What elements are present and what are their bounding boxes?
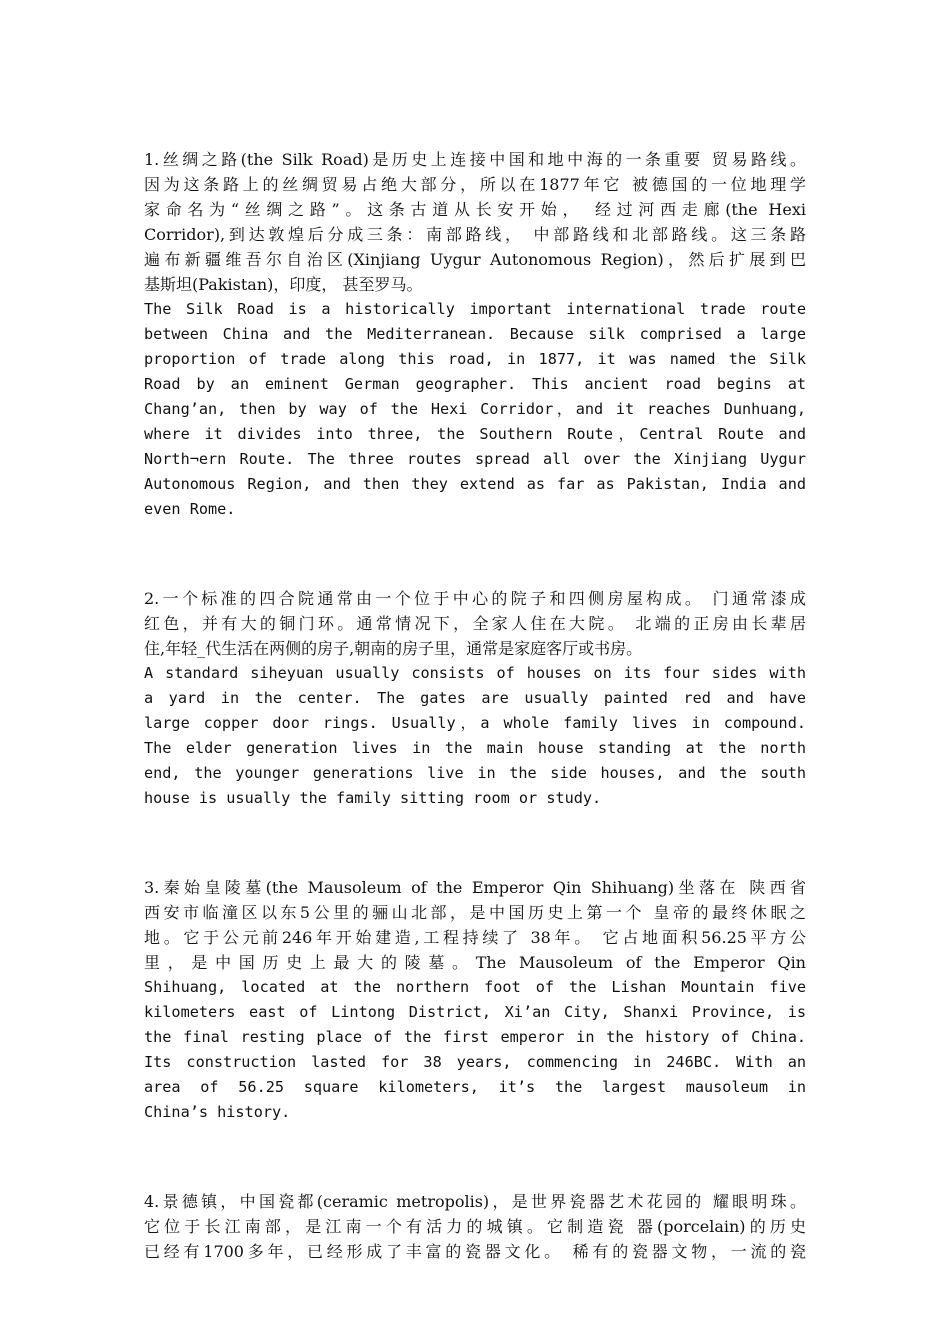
text-line: where it divides into three, the Southern Route，Central Route and: [144, 425, 806, 443]
text-line: 4.景德镇，中国瓷都(ceramic metropolis)，是世界瓷器艺术花园的 耀眼明珠。: [144, 1192, 806, 1211]
text-line: Chang’an, then by way of the Hexi Corridor，and it reaches Dunhuang,: [144, 400, 806, 418]
text-line: 遍布新疆维吾尔自治区(Xinjiang Uygur Autonomous Region)，然后扩展到巴: [144, 250, 806, 269]
text-line: China’s history.: [144, 1103, 291, 1121]
text-line: 西安市临潼区以东5公里的骊山北部，是中国历史上第一个 皇帝的最终休眠之: [144, 903, 806, 922]
text-line: kilometers east of Lintong District, Xi’an City, Shanxi Province, is: [144, 1003, 806, 1021]
text-line: 3.秦始皇陵墓(the Mausoleum of the Emperor Qin Shihuang)坐落在 陕西省: [144, 878, 806, 897]
english-paragraph: [144, 297, 806, 522]
text-line: proportion of trade along this road, in 1877, it was named the Silk: [144, 350, 806, 368]
text-line: Autonomous Region, and then they extend as far as Pakistan, India and: [144, 475, 806, 493]
section-qin-mausoleum: [144, 875, 806, 1125]
text-line: area of 56.25 square kilometers, it’s the largest mausoleum in: [144, 1078, 806, 1096]
text-line: 红色，并有大的铜门环。通常情况下，全家人住在大院。 北端的正房由长辈居: [144, 614, 806, 633]
chinese-paragraph: [144, 875, 806, 975]
text-line: 家命名为“丝绸之路”。这条古道从长安开始， 经过河西走廊(the Hexi: [144, 200, 806, 219]
section-siheyuan: [144, 586, 806, 811]
text-line: 地。它于公元前246年开始建造,工程持续了 38年。 它占地面积56.25平方公: [144, 928, 806, 947]
text-line: North¬ern Route. The three routes spread all over the Xinjiang Uygur: [144, 450, 806, 468]
section-silk-road: [144, 147, 806, 522]
text-line: Shihuang, located at the northern foot of the Lishan Mountain five: [144, 978, 806, 996]
text-line: A standard siheyuan usually consists of houses on its four sides with: [144, 664, 806, 682]
text-line: house is usually the family sitting room or study.: [144, 789, 602, 807]
text-line: a yard in the center. The gates are usually painted red and have: [144, 689, 806, 707]
text-line: 住,年轻_代生活在两侧的房子,朝南的房子里，通常是家庭客厅或书房。: [144, 639, 643, 658]
text-line: 基斯坦(Pakistan)，印度， 甚至罗马。: [144, 275, 423, 294]
text-line: even Rome.: [144, 500, 236, 518]
chinese-paragraph: [144, 147, 806, 297]
text-line: 已经有1700多年，已经形成了丰富的瓷器文化。 稀有的瓷器文物，一流的瓷: [144, 1242, 806, 1261]
english-paragraph: [144, 975, 806, 1125]
chinese-paragraph: [144, 586, 806, 661]
text-line: Its construction lasted for 38 years, commencing in 246BC. With an: [144, 1053, 806, 1071]
document-page: [144, 147, 806, 1264]
text-line: 里，是中国历史上最大的陵墓。The Mausoleum of the Emperor Qin: [144, 953, 806, 972]
text-line: between China and the Mediterranean. Because silk comprised a large: [144, 325, 806, 343]
chinese-paragraph: [144, 1189, 806, 1264]
text-line: Road by an eminent German geographer. This ancient road begins at: [144, 375, 806, 393]
text-line: 2.一个标准的四合院通常由一个位于中心的院子和四侧房屋构成。 门通常漆成: [144, 589, 806, 608]
text-line: Corridor),到达敦煌后分成三条：南部路线， 中部路线和北部路线。这三条路: [144, 225, 806, 244]
section-jingdezhen: [144, 1189, 806, 1264]
english-paragraph: [144, 661, 806, 811]
text-line: The elder generation lives in the main house standing at the north: [144, 739, 806, 757]
text-line: large copper door rings. Usually，a whole family lives in compound.: [144, 714, 806, 732]
text-line: 它位于长江南部，是江南一个有活力的城镇。它制造瓷 器(porcelain)的历史: [144, 1217, 806, 1236]
text-line: The Silk Road is a historically important international trade route: [144, 300, 806, 318]
text-line: 1.丝绸之路(the Silk Road)是历史上连接中国和地中海的一条重要 贸易路线。: [144, 150, 806, 169]
text-line: 因为这条路上的丝绸贸易占绝大部分，所以在1877年它 被德国的一位地理学: [144, 175, 806, 194]
text-line: end, the younger generations live in the side houses, and the south: [144, 764, 806, 782]
text-line: the final resting place of the first emperor in the history of China.: [144, 1028, 806, 1046]
